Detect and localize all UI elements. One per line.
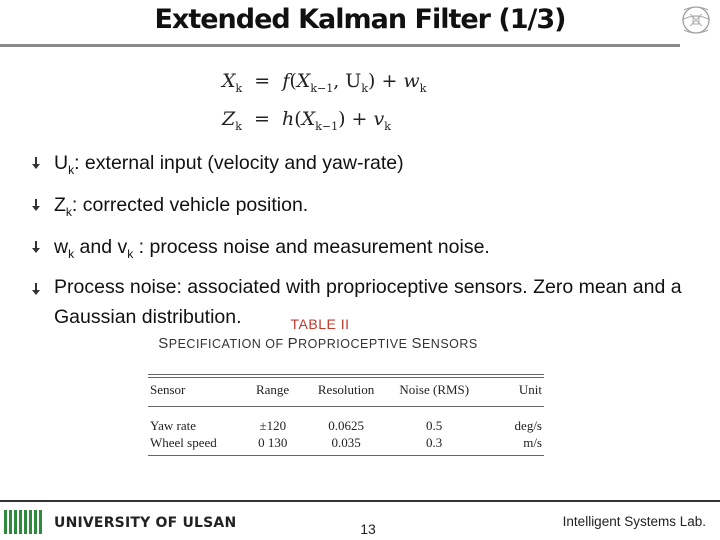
table-cell: Yaw rate	[150, 418, 196, 433]
list-item: $w_k$ and $v_k$ : process noise and measurement noise.	[30, 230, 700, 272]
table-caption: SPECIFICATION OF PROPRIOCEPTIVE SENSORS	[158, 335, 478, 352]
arrow-bullet-icon	[30, 198, 42, 212]
table-cell: 0.0625	[328, 418, 364, 433]
university-name: UNIVERSITY OF ULSAN	[54, 515, 237, 531]
list-item: $U_k$: external input (velocity and yaw-rate)	[30, 146, 700, 188]
university-emblem-icon	[676, 2, 716, 38]
table-cell: m/s	[523, 435, 542, 450]
column-header: Range	[255, 382, 290, 397]
table-cell: 0.035	[331, 435, 361, 450]
column-header: Sensor	[150, 382, 186, 397]
column-header: Resolution	[317, 382, 375, 397]
table-row	[148, 434, 544, 451]
bullet-list	[30, 146, 700, 332]
sensor-spec-table	[148, 378, 544, 402]
table-cell: 0 130	[258, 435, 288, 450]
table-cell: 0.5	[426, 418, 443, 433]
table-bottom-rule	[148, 455, 544, 456]
title-divider	[0, 44, 680, 47]
table-cell: 0.3	[426, 435, 443, 450]
column-header: Noise (RMS)	[399, 382, 470, 397]
column-header: Unit	[518, 382, 542, 397]
list-item: $Z_k$: corrected vehicle position.	[30, 188, 700, 230]
table-cell: Wheel speed	[150, 435, 217, 450]
arrow-bullet-icon	[30, 156, 42, 170]
slide-title: Extended Kalman Filter (1/3)	[154, 4, 566, 35]
table-cell: deg/s	[514, 418, 542, 433]
sensor-spec-table-body	[148, 407, 544, 451]
measurement-model-equation: $Z_k = h(X_{k-1}) + v_k$	[222, 108, 391, 133]
table-label: TABLE II	[290, 316, 350, 332]
table-row	[148, 407, 544, 434]
lab-name: Intelligent Systems Lab.	[562, 514, 706, 529]
list-item: Process noise: associated with proprioceptive sensors. Zero mean and a Gaussian distribution.	[30, 272, 700, 332]
model-equations	[222, 62, 522, 138]
arrow-bullet-icon	[30, 282, 42, 296]
arrow-bullet-icon	[30, 240, 42, 254]
page-number: 13	[360, 521, 376, 537]
process-model-equation: $X_k = f(X_{k-1}$, $U_k) + w_k$	[222, 70, 427, 95]
table-header-row	[148, 378, 544, 402]
footer-divider	[0, 500, 720, 502]
university-logo-icon	[4, 508, 48, 534]
sensor-spec-table-figure	[148, 316, 548, 456]
table-cell: ±120	[259, 418, 287, 433]
